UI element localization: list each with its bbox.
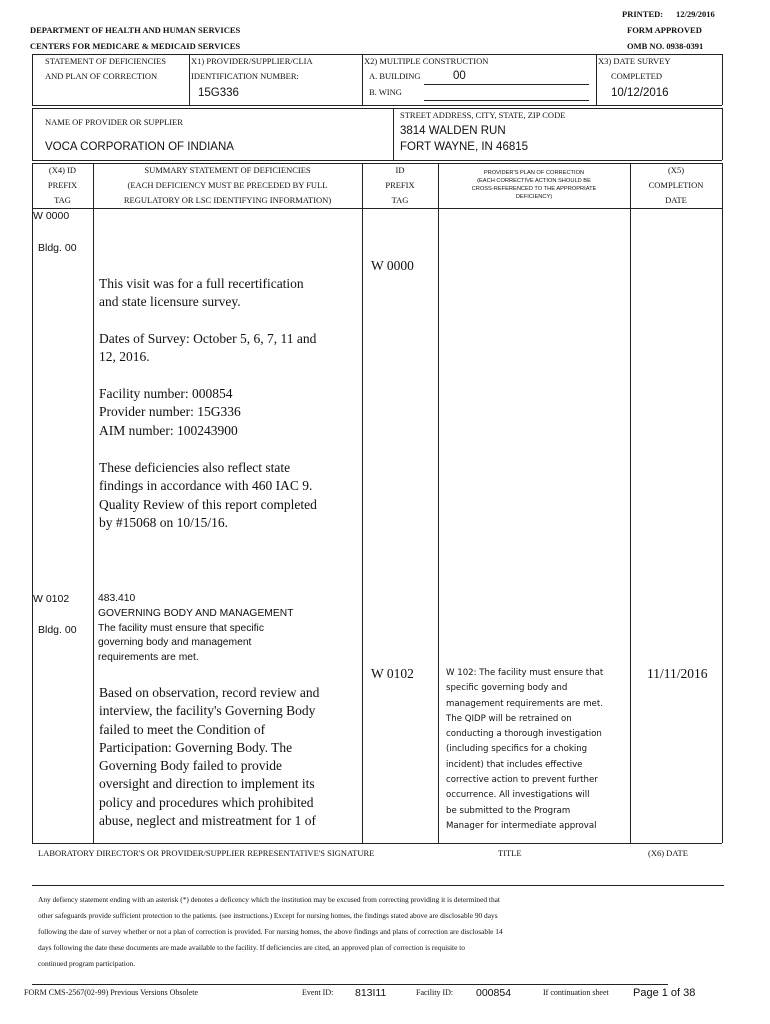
printed-label: PRINTED:	[622, 9, 664, 19]
signature-label: LABORATORY DIRECTOR'S OR PROVIDER/SUPPLIER REPRESENTATIVE'S SIGNATURE	[38, 848, 375, 858]
x2-label: X2) MULTIPLE CONSTRUCTION	[364, 56, 489, 66]
date-header: DATE	[665, 195, 687, 205]
event-id-label: Event ID:	[302, 988, 334, 997]
continuation-label: If continuation sheet	[543, 988, 609, 997]
centers-heading: CENTERS FOR MEDICARE & MEDICAID SERVICES	[30, 41, 241, 51]
facility-numbers-paragraph: Facility number: 000854 Provider number: 15G336 AIM number: 100243900	[99, 386, 241, 438]
omb-number: OMB NO. 0938-0391	[627, 41, 704, 51]
id-header: ID	[395, 165, 405, 175]
building-value: 00	[453, 70, 466, 82]
page-number: Page 1 of 38	[633, 987, 696, 999]
summary-header-2: (EACH DEFICIENCY MUST BE PRECEDED BY FULL	[127, 180, 328, 190]
summary-header-1: SUMMARY STATEMENT OF DEFICIENCIES	[144, 165, 311, 175]
x4-prefix-header: PREFIX	[47, 180, 78, 190]
address-label: STREET ADDRESS, CITY, STATE, ZIP CODE	[400, 110, 566, 120]
finding-paragraph: Based on observation, record review and interview, the facility's Governing Body failed to meet the Condition of Participation: Governing Body. The Governing Body failed to provide oversight and direction to implement its policy and procedures which prohibited abuse, neglect and mistreatment for 1 of	[99, 685, 320, 829]
deficiencies-paragraph: These deficiencies also reflect state findings in accordance with 460 IAC 9. Quality Review of this report completed by #15068 on 10/15/16.	[99, 460, 317, 530]
summary-header-3: REGULATORY OR LSC IDENTIFYING INFORMATION)	[123, 195, 332, 205]
title-label: TITLE	[498, 848, 522, 858]
prefix-header: PREFIX	[385, 180, 415, 190]
x5-header: (X5)	[667, 165, 685, 175]
address-line-2: FORT WAYNE, IN 46815	[400, 141, 529, 153]
department-heading: DEPARTMENT OF HEALTH AND HUMAN SERVICES	[30, 25, 241, 35]
address-line-1: 3814 WALDEN RUN	[400, 125, 506, 137]
survey-date-value: 10/12/2016	[611, 87, 669, 99]
tag-w0102: W 0102	[33, 593, 70, 605]
completion-date: 11/11/2016	[647, 666, 708, 681]
plan-of-correction-text: W 102: The facility must ensure that specific governing body and management requirements are met. The QIDP will be retrained on conducting a thorough investigation (including specifics for a choking incident) that includes effective corrective action to prevent further occurrence. All investigations will be submitted to the Program Manager for intermediate approval	[446, 668, 604, 831]
event-id-value: 813I11	[355, 987, 387, 999]
plan-header-3: CROSS-REFERENCED TO THE APPROPRIATE	[471, 186, 597, 192]
statement-label: STATEMENT OF DEFICIENCIES	[45, 56, 167, 66]
governing-body-heading: 483.410 GOVERNING BODY AND MANAGEMENT The facility must ensure that specific governing body and management requirements are met.	[98, 593, 294, 664]
building-tag-1: Bldg. 00	[38, 242, 77, 254]
plan-of-correction-label: AND PLAN OF CORRECTION	[45, 71, 158, 81]
plan-header-1: PROVIDER'S PLAN OF CORRECTION	[483, 170, 585, 176]
disclaimer-text: Any defiency statement ending with an asterisk (*) denotes a deficency which the institution may be excused from correcting providing it is determined that other safeguards provide sufficient protection to the patients. (see instructions.) Except for nursing homes, the findings stated above are disclosable 90 days following the date of survey whether or not a plan of correction is provided. For nursing homes, the above findings and plans of correction are disclosable 14 days following the date these documents are made available to the facility. If deficiencies are cited, an approved plan of correction is requisite to continued program participation.	[38, 895, 503, 968]
x3-label: X3) DATE SURVEY	[598, 56, 671, 66]
form-approved: FORM APPROVED	[627, 25, 702, 35]
provider-name-label: NAME OF PROVIDER OR SUPPLIER	[45, 117, 183, 127]
completion-header: COMPLETION	[648, 180, 704, 190]
identification-number-label: IDENTIFICATION NUMBER:	[191, 71, 299, 81]
x1-label: X1) PROVIDER/SUPPLIER/CLIA	[191, 56, 313, 66]
plan-header-4: DEFICIENCY)	[515, 194, 553, 200]
tag-header: TAG	[391, 195, 409, 205]
building-tag-2: Bldg. 00	[38, 624, 77, 636]
tag-w0000: W 0000	[33, 210, 70, 222]
printed-date: 12/29/2016	[676, 9, 715, 19]
facility-id-value: 000854	[476, 987, 512, 999]
tag-w0000-right: W 0000	[371, 258, 414, 273]
x4-id-header: (X4) ID	[48, 165, 77, 175]
form-number: FORM CMS-2567(02-99) Previous Versions Obsolete	[24, 988, 199, 997]
tag-w0102-right: W 0102	[371, 666, 414, 681]
x4-tag-header: TAG	[54, 195, 71, 205]
survey-intro-paragraph: This visit was for a full recertification and state licensure survey.	[99, 276, 304, 310]
building-label: A. BUILDING	[369, 71, 421, 81]
wing-label: B. WING	[369, 87, 402, 97]
x6-date-label: (X6) DATE	[648, 848, 688, 858]
provider-id-value: 15G336	[198, 87, 239, 99]
provider-name: VOCA CORPORATION OF INDIANA	[45, 141, 234, 153]
survey-dates-paragraph: Dates of Survey: October 5, 6, 7, 11 and 12, 2016.	[99, 331, 317, 365]
facility-id-label: Facility ID:	[416, 988, 454, 997]
plan-header-2: (EACH CORRECTIVE ACTION SHOULD BE	[477, 178, 591, 184]
completed-label: COMPLETED	[611, 71, 662, 81]
